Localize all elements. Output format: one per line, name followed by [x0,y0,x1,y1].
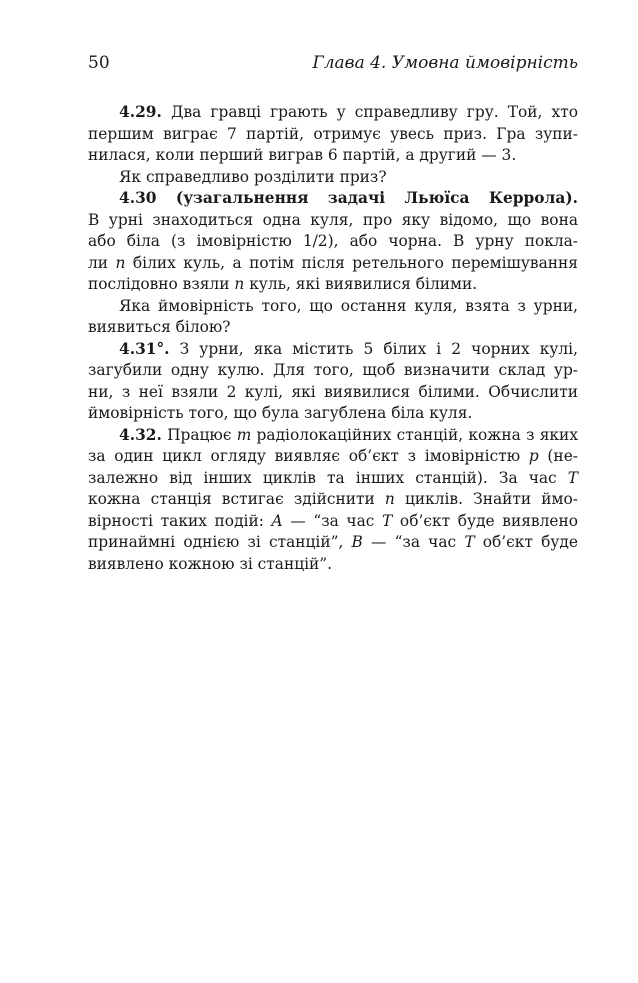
text-span: Працює [161,425,237,444]
text-span: послідовно взяли [88,275,235,293]
math-variable: T [567,468,578,487]
math-variable: T [382,511,393,530]
problem-4-30-line: або біла (з імовірністю 1/2), або чорна. В урну покла- [88,232,578,250]
text-span: (не- [538,447,579,465]
math-variable: n [115,253,126,272]
text-span: — “за час [362,533,465,551]
text-span: об’єкт буде виявлено [392,511,578,530]
text-span: залежно від інших циклів та інших станцій). За час [88,468,568,487]
text-span: Два гравці грають у справедливу гру. Той, хто [161,103,578,121]
text-span: об’єкт буде [474,533,578,551]
problem-4-30-line [88,253,578,275]
math-variable: T [464,533,475,551]
problem-4-31-line: ни, з неї взяли 2 кулі, які виявилися білими. Обчислити [88,382,578,401]
problem-4-29-line [88,102,578,124]
problem-number: 4.30 (узагальнення задачі Льюїса Керрола). [119,189,578,207]
page-number: 50 [88,53,110,73]
text-span: куль, які виявилися білими. [244,275,478,293]
problem-4-30-line [88,274,578,296]
math-variable: B [351,533,363,551]
problem-4-31-line: ймовірність того, що була загублена біла куля. [88,404,473,422]
problem-4-30-line: В урні знаходиться одна куля, про яку відомо, що вона [88,210,578,229]
page-body [88,102,578,575]
text-span: кожна станція встигає здійснити [88,490,385,508]
running-head: Глава 4. Умовна ймовірність [312,53,578,73]
text-span: радіолокаційних станцій, кожна з яких [251,425,578,444]
problem-4-32-line: виявлено кожною зі станцій”. [88,554,333,573]
problem-4-29-line: Як справедливо розділити приз? [119,167,387,186]
text-span: принаймні однією зі станцій”, [88,533,352,551]
problem-4-32-line [88,532,578,554]
problem-number: 4.32. [119,425,162,444]
text-span: за один цикл огляду виявляє об’єкт з імовірністю [88,447,529,465]
problem-4-32-line [88,468,578,490]
problem-4-32-line [88,446,578,468]
problem-4-32-line [88,511,578,533]
problem-number: 4.31°. [119,339,170,358]
math-variable: p [528,447,539,465]
math-variable: m [236,425,252,444]
problem-4-29-line: першим виграє 7 партій, отримує увесь приз. Гра зупи- [88,124,578,143]
problem-4-32-line [88,425,578,447]
problem-4-30-line: виявиться білою? [88,318,231,336]
text-span: ли [88,253,116,272]
math-variable: A [271,511,283,530]
problem-4-31-line: загубили одну кулю. Для того, щоб визначити склад ур- [88,361,578,379]
problem-number: 4.29. [119,103,162,121]
problem-4-30-line [88,188,578,210]
math-variable: n [234,275,245,293]
text-span: циклів. Знайти ймо- [394,490,578,508]
text-span: — “за час [282,511,383,530]
math-variable: n [384,490,395,508]
problem-4-29-line: нилася, коли перший виграв 6 партій, а другий — 3. [88,146,517,164]
text-span: білих куль, а потім після ретельного перемішування [125,253,578,272]
problem-4-31-line [88,339,578,361]
problem-4-32-line [88,489,578,511]
problem-4-30-line: Яка ймовірність того, що остання куля, взята з урни, [119,296,578,315]
text-span: вірності таких подій: [88,511,272,530]
text-span: З урни, яка містить 5 білих і 2 чорних кулі, [169,339,578,358]
